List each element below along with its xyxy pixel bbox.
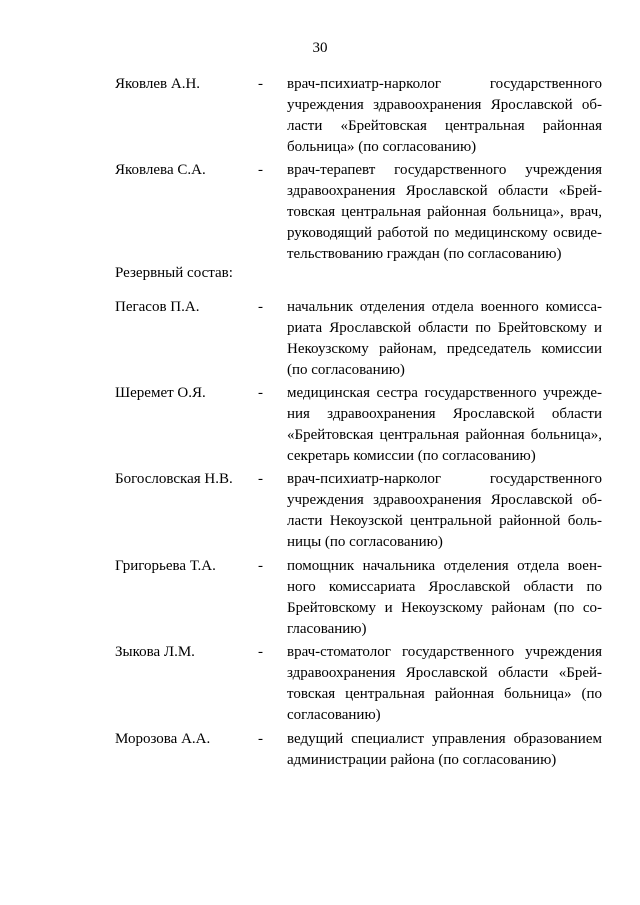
member-name: Яковлева С.А.: [115, 162, 206, 178]
role-line: медицинская сестра государственного учрежде-: [287, 385, 602, 401]
role-line: начальник отделения отдела военного комисса-: [287, 299, 602, 315]
role-line: учреждения здравоохранения Ярославской об-: [287, 492, 602, 508]
member-name: Зыкова Л.М.: [115, 644, 195, 660]
member-role: [287, 160, 602, 265]
role-line: помощник начальника отделения отдела воен-: [287, 558, 602, 574]
role-line: ведущий специалист управления образованием: [287, 731, 602, 747]
role-line: ласти «Брейтовская центральная районная: [287, 118, 602, 134]
member-name: Григорьева Т.А.: [115, 558, 216, 574]
page-number: 30: [312, 40, 328, 56]
member-role: [287, 383, 602, 467]
separator-dash: -: [258, 162, 263, 178]
role-line: тельствованию граждан (по согласованию): [287, 246, 562, 262]
role-line: ласти Некоузской центральной районной боль-: [287, 513, 602, 529]
member-name: Яковлев А.Н.: [115, 76, 201, 92]
member-role: [287, 729, 602, 771]
role-line: Брейтовскому и Некоузскому районам (по со-: [287, 600, 602, 616]
role-line: администрации района (по согласованию): [287, 752, 557, 768]
role-line: ницы (по согласованию): [287, 534, 443, 550]
separator-dash: -: [258, 731, 263, 747]
separator-dash: -: [258, 385, 263, 401]
member-role: [287, 556, 602, 640]
separator-dash: -: [258, 558, 263, 574]
member-role: [287, 74, 602, 158]
role-line: товская центральная районная больница» (по: [287, 686, 602, 702]
role-line: врач-психиатр-нарколог государственного: [287, 76, 602, 92]
role-line: врач-психиатр-нарколог государственного: [287, 471, 602, 487]
separator-dash: -: [258, 76, 263, 92]
role-line: ного комиссариата Ярославской области по: [287, 579, 602, 595]
role-line: врач-стоматолог государственного учреждения: [287, 644, 602, 660]
role-line: врач-терапевт государственного учреждения: [287, 162, 602, 178]
member-role: [287, 469, 602, 553]
role-line: Некоузскому районам, председатель комиссии: [287, 341, 602, 357]
separator-dash: -: [258, 299, 263, 315]
reserve-section-title: Резервный состав:: [115, 265, 233, 281]
member-name: Морозова А.А.: [115, 731, 211, 747]
role-line: (по согласованию): [287, 362, 405, 378]
role-line: риата Ярославской области по Брейтовскому и: [287, 320, 602, 336]
role-line: больница» (по согласованию): [287, 139, 477, 155]
member-role: [287, 297, 602, 381]
role-line: ния здравоохранения Ярославской области: [287, 406, 602, 422]
member-role: [287, 642, 602, 726]
role-line: товская центральная районная больница», врач,: [287, 204, 602, 220]
role-line: секретарь комиссии (по согласованию): [287, 448, 536, 464]
role-line: гласованию): [287, 621, 367, 637]
role-line: учреждения здравоохранения Ярославской об-: [287, 97, 602, 113]
separator-dash: -: [258, 471, 263, 487]
role-line: здравоохранения Ярославской области «Брей-: [287, 665, 602, 681]
member-name: Пегасов П.А.: [115, 299, 200, 315]
role-line: здравоохранения Ярославской области «Брей-: [287, 183, 602, 199]
role-line: согласованию): [287, 707, 381, 723]
role-line: руководящий работой по медицинскому освиде-: [287, 225, 602, 241]
role-line: «Брейтовская центральная районная больница»,: [287, 427, 602, 443]
separator-dash: -: [258, 644, 263, 660]
member-name: Шеремет О.Я.: [115, 385, 206, 401]
member-name: Богословская Н.В.: [115, 471, 233, 487]
